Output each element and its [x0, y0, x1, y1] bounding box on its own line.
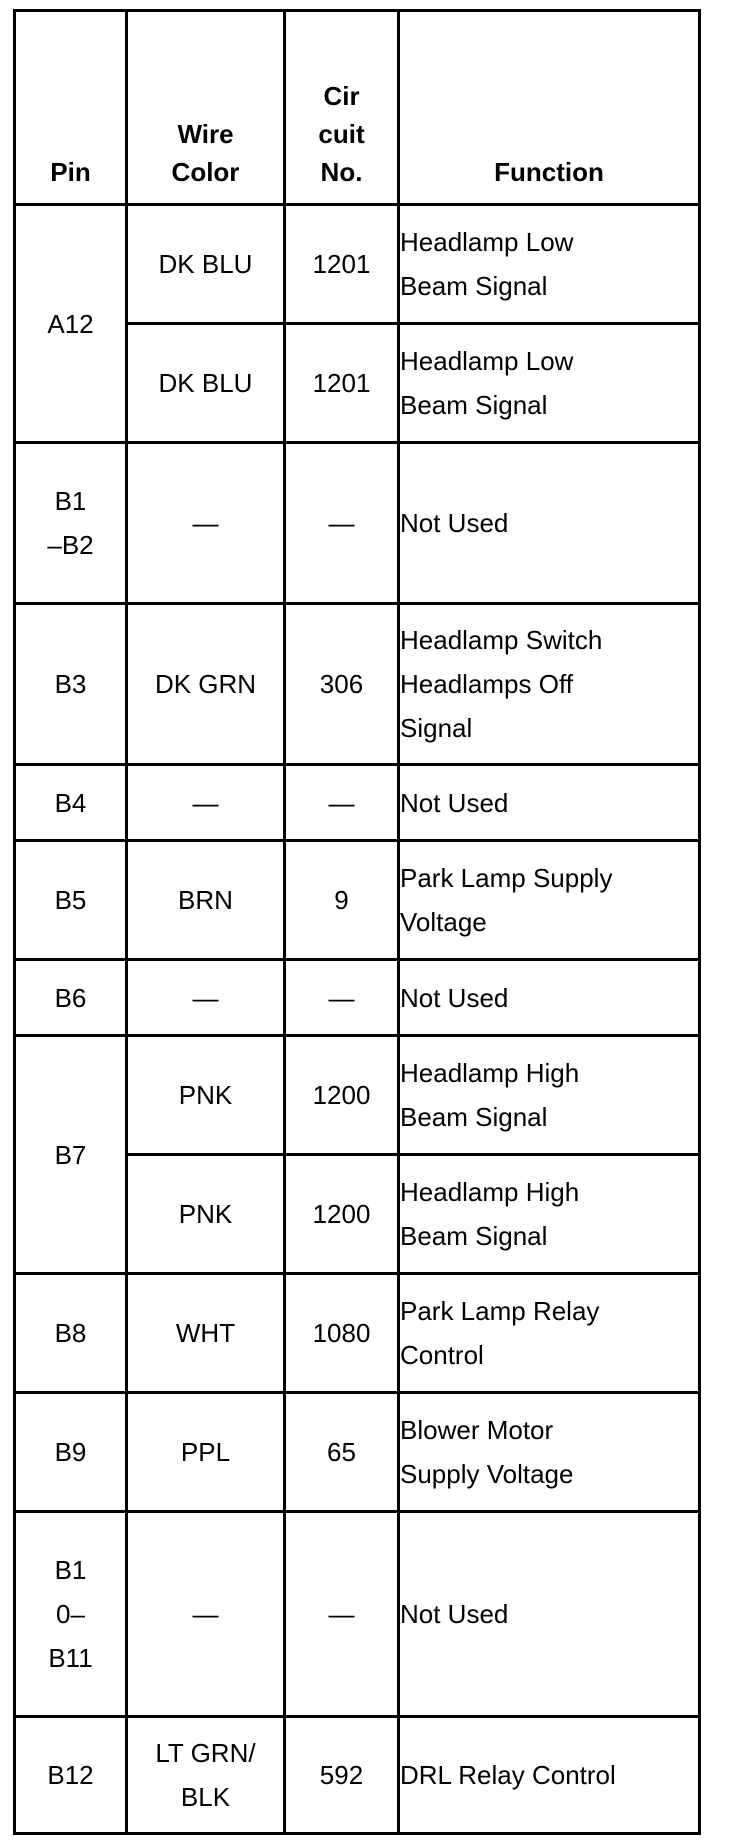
circuit-cell: 1201: [285, 324, 399, 443]
pin-cell: B3: [15, 604, 127, 765]
wire-color-cell: —: [127, 960, 285, 1036]
wire-color-cell: LT GRN/ BLK: [127, 1717, 285, 1834]
pin-cell: A12: [15, 205, 127, 443]
pin-cell: B4: [15, 765, 127, 841]
wire-color-cell: DK GRN: [127, 604, 285, 765]
circuit-cell: —: [285, 443, 399, 604]
circuit-cell: 1200: [285, 1036, 399, 1155]
table-row: [15, 841, 700, 960]
function-cell: Blower Motor Supply Voltage: [399, 1393, 700, 1512]
function-cell: Headlamp High Beam Signal: [399, 1036, 700, 1155]
circuit-cell: —: [285, 960, 399, 1036]
pin-cell: B8: [15, 1274, 127, 1393]
circuit-cell: —: [285, 765, 399, 841]
wire-color-cell: —: [127, 1512, 285, 1717]
pin-cell: B6: [15, 960, 127, 1036]
function-cell: Headlamp Low Beam Signal: [399, 324, 700, 443]
circuit-cell: 1200: [285, 1155, 399, 1274]
wire-color-cell: —: [127, 443, 285, 604]
pin-cell: B9: [15, 1393, 127, 1512]
table-row: [15, 205, 700, 324]
circuit-cell: 1201: [285, 205, 399, 324]
wire-color-cell: WHT: [127, 1274, 285, 1393]
circuit-cell: 306: [285, 604, 399, 765]
table-row: [15, 765, 700, 841]
table-row: [15, 443, 700, 604]
function-cell: Not Used: [399, 765, 700, 841]
table-row: [15, 960, 700, 1036]
wire-color-cell: PNK: [127, 1036, 285, 1155]
table-row: [15, 1036, 700, 1155]
pin-cell: B12: [15, 1717, 127, 1834]
wire-color-cell: —: [127, 765, 285, 841]
table-row: [15, 1717, 700, 1834]
circuit-cell: 9: [285, 841, 399, 960]
table-row: [15, 1393, 700, 1512]
function-cell: Not Used: [399, 443, 700, 604]
table-row: [15, 1512, 700, 1717]
wire-color-cell: DK BLU: [127, 205, 285, 324]
function-cell: Not Used: [399, 960, 700, 1036]
header-row: [15, 11, 700, 205]
wire-color-cell: DK BLU: [127, 324, 285, 443]
pin-cell: B5: [15, 841, 127, 960]
circuit-cell: 65: [285, 1393, 399, 1512]
function-cell: Headlamp Switch Headlamps Off Signal: [399, 604, 700, 765]
function-cell: Park Lamp Relay Control: [399, 1274, 700, 1393]
table-row: [15, 1274, 700, 1393]
wire-color-cell: PPL: [127, 1393, 285, 1512]
header-function: Function: [399, 11, 700, 205]
header-pin: Pin: [15, 11, 127, 205]
header-wire-color: Wire Color: [127, 11, 285, 205]
circuit-cell: 1080: [285, 1274, 399, 1393]
function-cell: Not Used: [399, 1512, 700, 1717]
pin-cell: B7: [15, 1036, 127, 1274]
table-row: [15, 604, 700, 765]
header-circuit-no: Cir cuit No.: [285, 11, 399, 205]
connector-pinout-table: [13, 9, 701, 1835]
wire-color-cell: PNK: [127, 1155, 285, 1274]
pin-cell: B1 –B2: [15, 443, 127, 604]
circuit-cell: 592: [285, 1717, 399, 1834]
pin-cell: B1 0– B11: [15, 1512, 127, 1717]
function-cell: DRL Relay Control: [399, 1717, 700, 1834]
circuit-cell: —: [285, 1512, 399, 1717]
function-cell: Park Lamp Supply Voltage: [399, 841, 700, 960]
function-cell: Headlamp Low Beam Signal: [399, 205, 700, 324]
function-cell: Headlamp High Beam Signal: [399, 1155, 700, 1274]
wire-color-cell: BRN: [127, 841, 285, 960]
